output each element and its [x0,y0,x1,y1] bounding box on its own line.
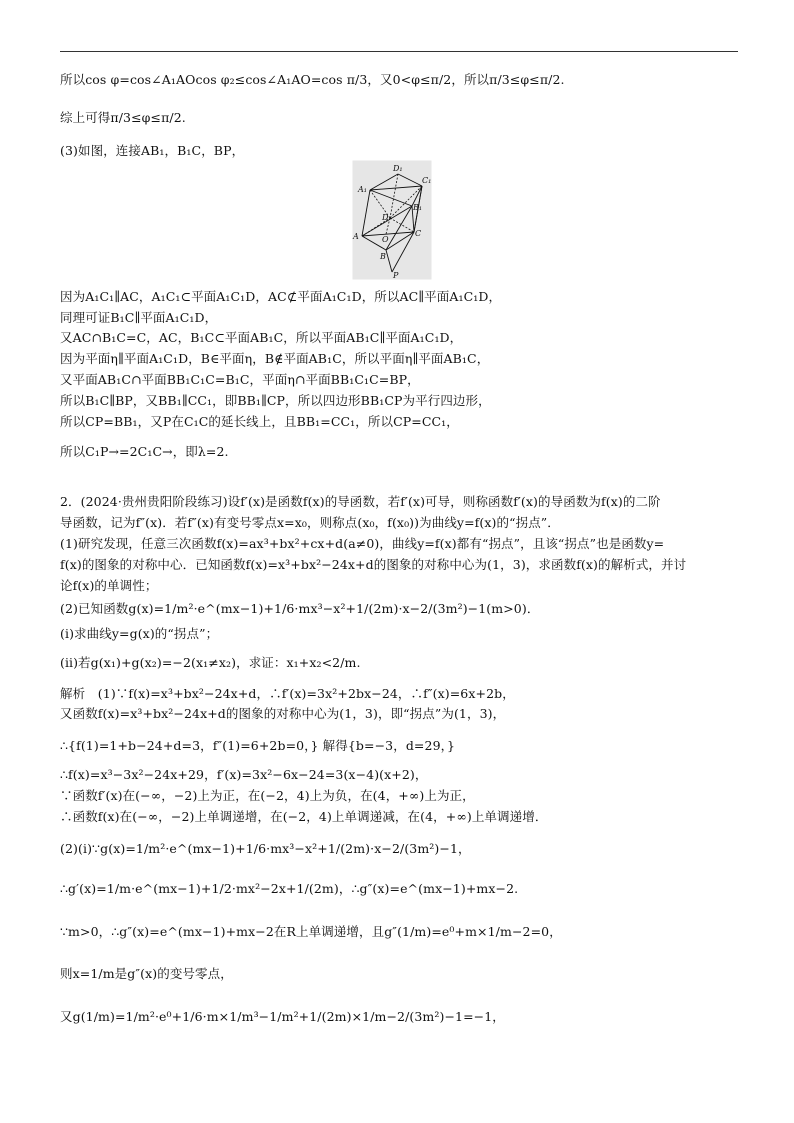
text-line-10: 所以CP=BB₁，又P在C₁C的延长线上，且BB₁=CC₁，所以CP=CC₁， [60,414,459,429]
text-line-19: (ⅱ)若g(x₁)+g(x₂)=−2(x₁≠x₂)，求证：x₁+x₂<2/m. [60,655,361,670]
label-d1: D₁ [393,164,403,173]
header-rule [60,51,738,52]
text-line-30: 又g(1/m)=1/m²·e⁰+1/6·m×1/m³−1/m²+1/(2m)×1/m−2/(3m²)−1=−1， [60,1009,505,1024]
text-line-1: 所以cos φ=cos∠A₁AOcos φ₂≤cos∠A₁AO=cos π/3，又0<φ≤π/2，所以π/3≤φ≤π/2. [60,72,565,87]
text-line-15: f(x)的图象的对称中心．已知函数f(x)=x³+bx²−24x+d的图象的对称中心为(1，3)，求函数f(x)的解析式，并讨 [60,557,687,572]
text-line-26: (2)(ⅰ)∵g(x)=1/m²·e^(mx−1)+1/6·mx³−x²+1/(2m)·x−2/(3m²)−1， [60,841,471,856]
label-c: C [415,229,422,238]
label-o: O [382,235,389,244]
label-a1: A₁ [358,185,367,194]
text-line-5: 同理可证B₁C∥平面A₁C₁D， [60,310,218,325]
geometry-figure [352,160,432,280]
text-line-28: ∵m>0，∴g″(x)=e^(mx−1)+mx−2在R上单调递增，且g″(1/m)=e⁰+m×1/m−2=0， [60,924,562,939]
text-line-13: 导函数，记为f″(x)．若f″(x)有变号零点x=x₀，则称点(x₀，f(x₀))为曲线y=f(x)的“拐点”． [60,515,560,530]
text-line-18: (ⅰ)求曲线y=g(x)的“拐点”； [60,626,219,641]
text-line-27: ∴g′(x)=1/m·e^(mx−1)+1/2·mx²−2x+1/(2m)，∴g″(x)=e^(mx−1)+mx−2. [60,881,519,896]
text-line-20: 解析 (1)∵f(x)=x³+bx²−24x+d，∴f′(x)=3x²+2bx−24，∴f″(x)=6x+2b， [60,686,515,701]
text-line-25: ∴函数f(x)在(−∞，−2)上单调递增，在(−2，4)上单调递减，在(4，+∞)上单调递增． [60,809,548,824]
prism-diagram-svg [352,160,432,280]
label-b1: B₁ [413,203,423,212]
text-line-7: 因为平面η∥平面A₁C₁D，B∈平面η，B∉平面AB₁C，所以平面η∥平面AB₁C， [60,351,490,366]
text-line-4: 因为A₁C₁∥AC，A₁C₁⊂平面A₁C₁D，AC⊄平面A₁C₁D，所以AC∥平面A₁C₁D， [60,289,502,304]
text-line-24: ∵函数f′(x)在(−∞，−2)上为正，在(−2，4)上为负，在(4，+∞)上为正， [60,788,475,803]
label-d: D [382,213,389,222]
label-p: P [393,271,399,280]
text-line-22: ∴{f(1)=1+b−24+d=3，f″(1)=6+2b=0，} 解得{b=−3，d=29，} [60,738,456,753]
text-line-3: (3)如图，连接AB₁，B₁C，BP， [60,143,245,158]
text-line-9: 所以B₁C∥BP，又BB₁∥CC₁，即BB₁∥CP，所以四边形BB₁CP为平行四边形， [60,393,491,408]
label-b: B [380,252,386,261]
text-line-17: (2)已知函数g(x)=1/m²·e^(mx−1)+1/6·mx³−x²+1/(2m)·x−2/(3m²)−1(m>0)． [60,601,540,616]
label-a: A [353,232,359,241]
label-c1: C₁ [422,176,432,185]
text-line-2: 综上可得π/3≤φ≤π/2. [60,110,186,125]
text-line-11: 所以C₁P→=2C₁C→，即λ=2. [60,444,229,459]
text-line-14: (1)研究发现，任意三次函数f(x)=ax³+bx²+cx+d(a≠0)，曲线y=f(x)都有“拐点”，且该“拐点”也是函数y= [60,536,665,551]
text-line-29: 则x=1/m是g″(x)的变号零点， [60,966,233,981]
text-line-6: 又AC∩B₁C=C，AC，B₁C⊂平面AB₁C，所以平面AB₁C∥平面A₁C₁D， [60,330,463,345]
text-line-21: 又函数f(x)=x³+bx²−24x+d的图象的对称中心为(1，3)，即“拐点”为(1，3)， [60,706,506,721]
text-line-8: 又平面AB₁C∩平面BB₁C₁C=B₁C，平面η∩平面BB₁C₁C=BP， [60,372,420,387]
text-line-16: 论f(x)的单调性； [60,578,158,593]
text-line-12: 2．(2024·贵州贵阳阶段练习)设f′(x)是函数f(x)的导函数，若f′(x)可导，则称函数f′(x)的导函数为f(x)的二阶 [60,494,661,509]
document-page [60,0,738,1123]
text-line-23: ∴f(x)=x³−3x²−24x+29，f′(x)=3x²−6x−24=3(x−4)(x+2)， [60,767,428,782]
